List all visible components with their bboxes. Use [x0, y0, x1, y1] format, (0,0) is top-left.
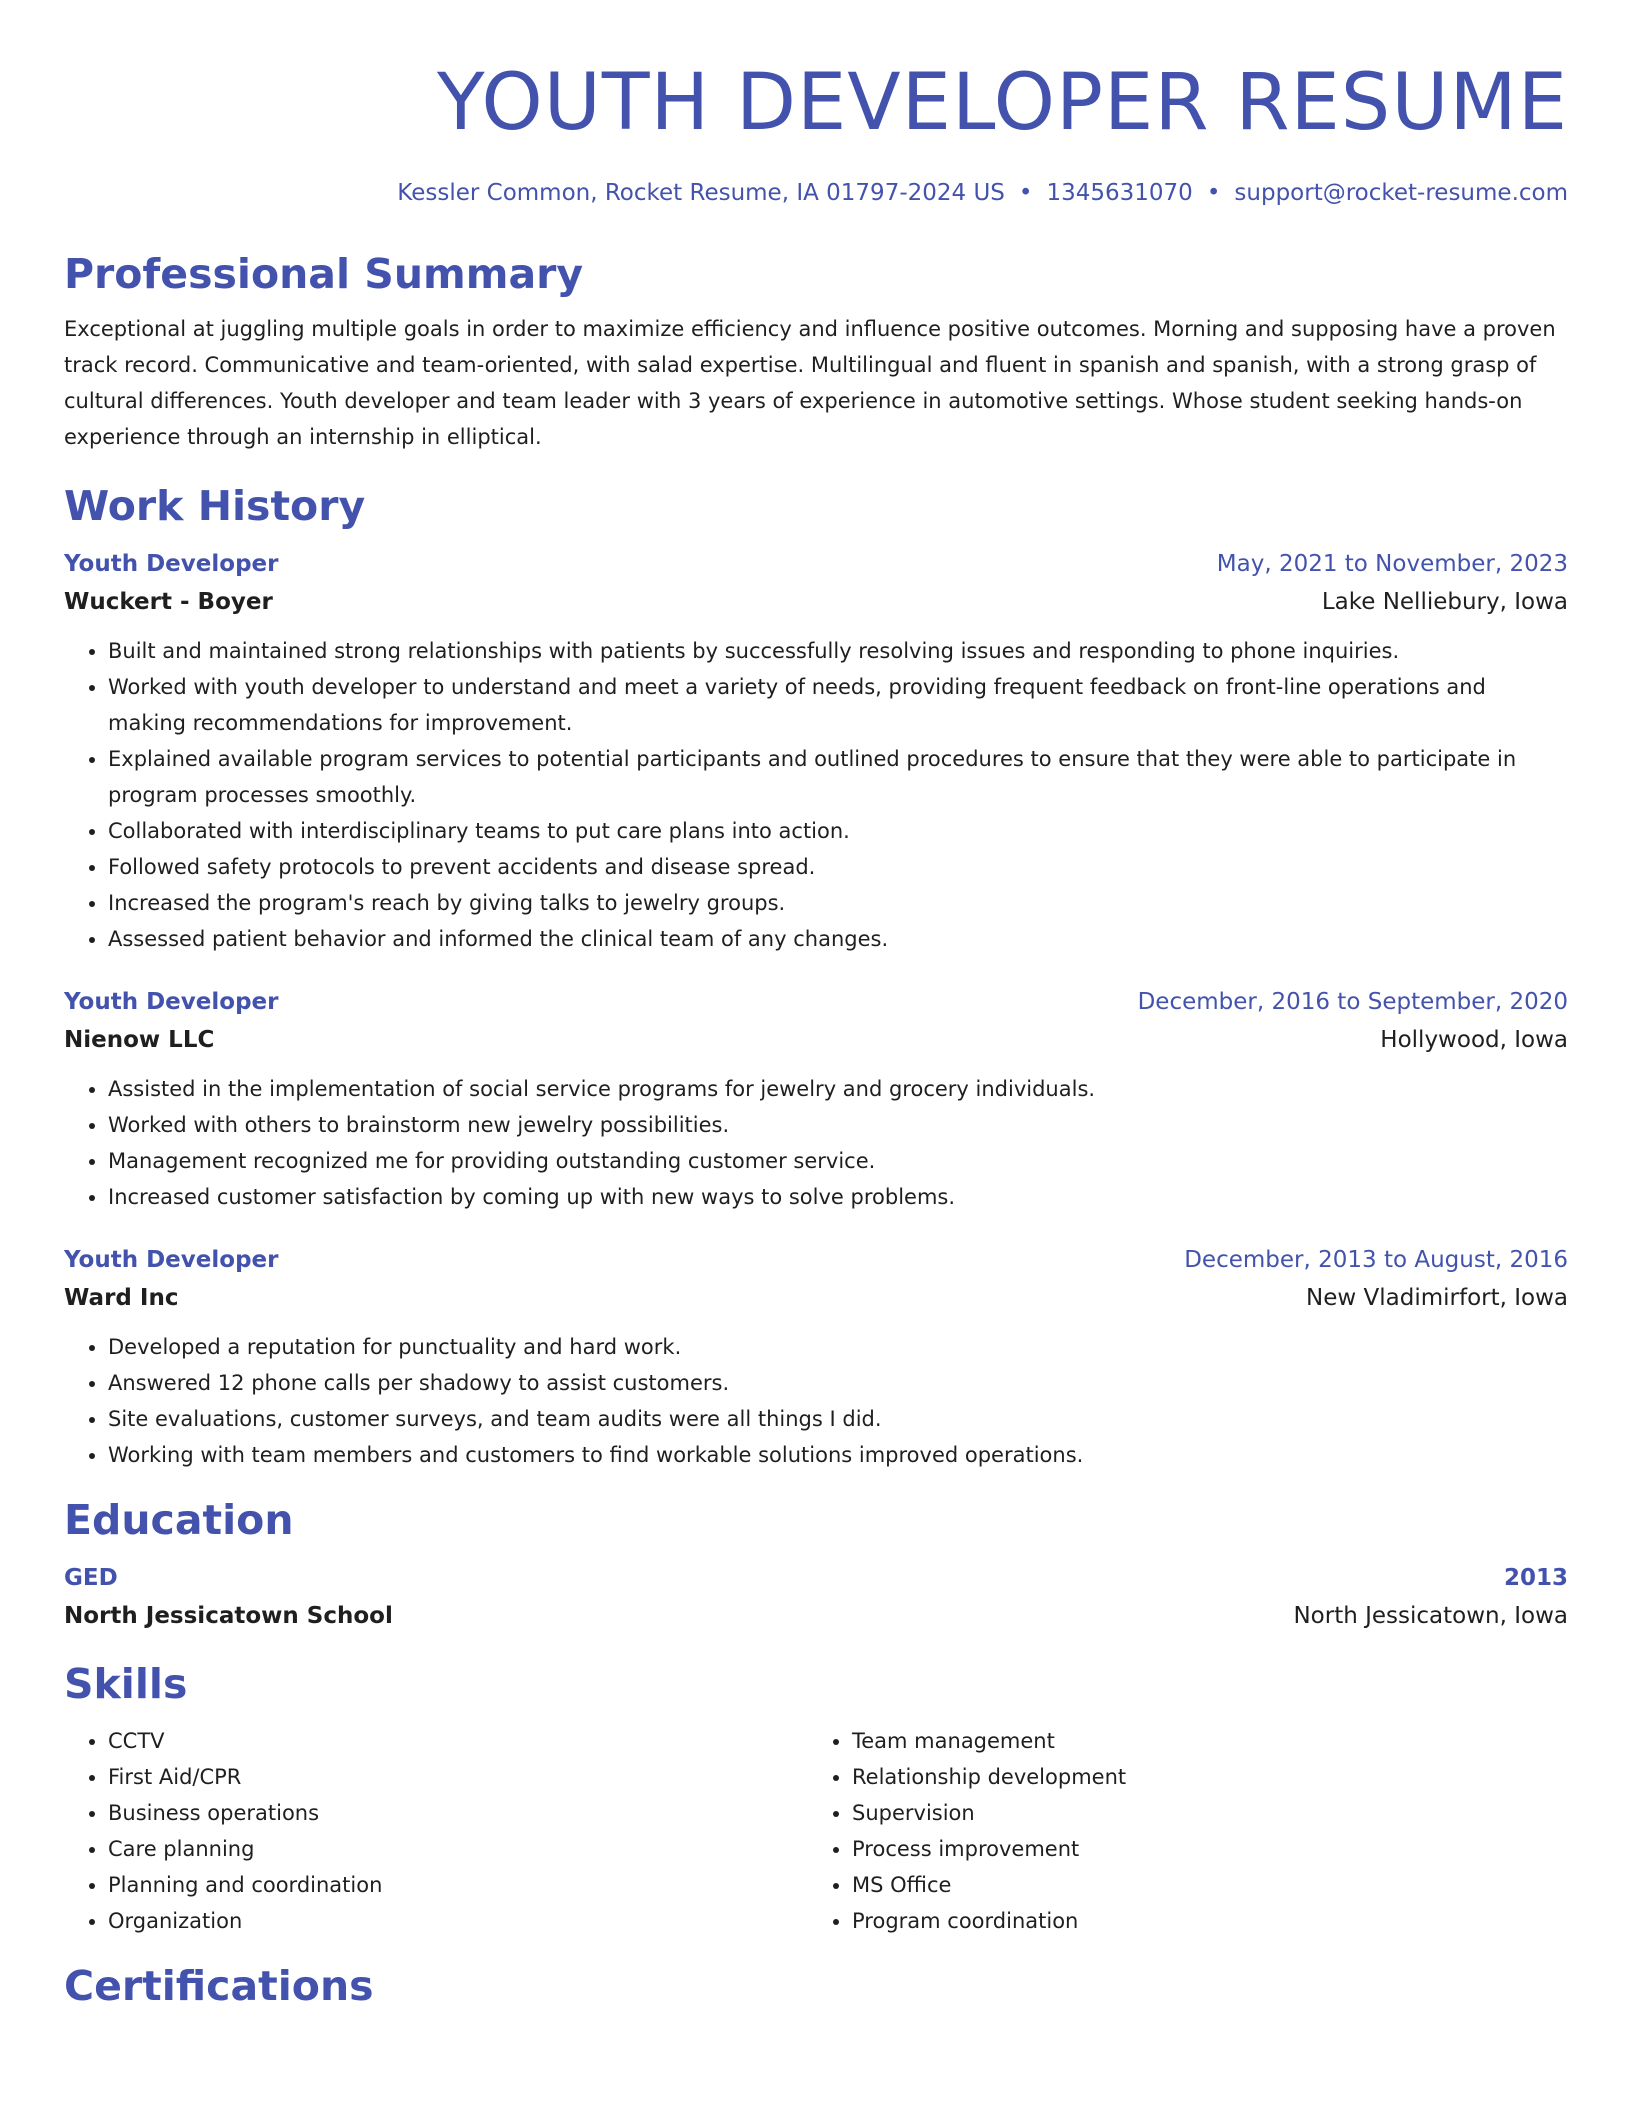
- contact-separator: •: [1018, 180, 1033, 206]
- education-school: North Jessicatown School: [64, 1603, 393, 1629]
- job-entry: [64, 1241, 1568, 1473]
- job-role: Youth Developer: [64, 989, 279, 1015]
- resume-page: [64, 0, 1568, 2011]
- contact-separator: •: [1206, 180, 1221, 206]
- list-item: • Followed safety protocols to prevent accidents and disease spread.: [108, 849, 1568, 885]
- skills-column-left: [64, 1723, 808, 1939]
- job-company: Wuckert - Boyer: [64, 589, 273, 615]
- list-item: • Increased the program's reach by giving talks to jewelry groups.: [108, 885, 1568, 921]
- list-item: • Management recognized me for providing outstanding customer service.: [108, 1143, 1568, 1179]
- contact-phone[interactable]: 1345631070: [1046, 180, 1193, 206]
- job-entry: [64, 545, 1568, 957]
- list-item: • Worked with youth developer to understand and meet a variety of needs, providing frequent feedback on front-line operations and making recommendations for improvement.: [108, 669, 1568, 741]
- job-location: Lake Nelliebury, Iowa: [1321, 589, 1568, 615]
- job-bullets: [64, 1071, 1568, 1215]
- list-item: • Care planning: [108, 1831, 808, 1867]
- education-year: 2013: [1503, 1565, 1568, 1591]
- summary-text: Exceptional at juggling multiple goals in order to maximize efficiency and influence positive outcomes. Morning and supposing have a proven track record. Communicative and team-oriented, with salad expertise. Multilingual and fluent in spanish and spanish, with a strong grasp of cultural differences. Youth developer and team leader with 3 years of experience in automotive settings. Whose student seeking hands-on experience through an internship in elliptical.: [64, 317, 1556, 449]
- job-dates: December, 2016 to September, 2020: [1137, 989, 1568, 1015]
- list-item: • Relationship development: [852, 1759, 1552, 1795]
- list-item: • Answered 12 phone calls per shadowy to assist customers.: [108, 1365, 1568, 1401]
- contact-address: Kessler Common, Rocket Resume, IA 01797-2024 US: [397, 180, 1005, 206]
- contact-email[interactable]: support@rocket-resume.com: [1234, 180, 1568, 206]
- section-title-summary: Professional Summary: [64, 250, 584, 298]
- job-company-row: [64, 1279, 1568, 1317]
- resume-title: YOUTH DEVELOPER RESUME: [437, 58, 1568, 148]
- education-location: North Jessicatown, Iowa: [1293, 1603, 1568, 1629]
- education-degree: GED: [64, 1565, 118, 1591]
- list-item: • Organization: [108, 1903, 808, 1939]
- section-title-certifications: Certifications: [64, 1962, 374, 2010]
- job-dates: May, 2021 to November, 2023: [1216, 551, 1568, 577]
- list-item: • Assisted in the implementation of social service programs for jewelry and grocery individuals.: [108, 1071, 1568, 1107]
- education-entry: [64, 1559, 1568, 1635]
- section-title-skills: Skills: [64, 1660, 188, 1708]
- list-item: • Collaborated with interdisciplinary teams to put care plans into action.: [108, 813, 1568, 849]
- job-bullets: [64, 633, 1568, 957]
- list-item: • Assessed patient behavior and informed the clinical team of any changes.: [108, 921, 1568, 957]
- section-title-work-history: Work History: [64, 482, 366, 530]
- job-role: Youth Developer: [64, 1247, 279, 1273]
- job-role: Youth Developer: [64, 551, 279, 577]
- contact-line: [64, 177, 1568, 209]
- list-item: • Supervision: [852, 1795, 1552, 1831]
- list-item: • Developed a reputation for punctuality and hard work.: [108, 1329, 1568, 1365]
- job-entry: [64, 983, 1568, 1215]
- list-item: • Process improvement: [852, 1831, 1552, 1867]
- list-item: • First Aid/CPR: [108, 1759, 808, 1795]
- section-title-education: Education: [64, 1496, 294, 1544]
- skills-column-right: [808, 1723, 1552, 1939]
- list-item: • Increased customer satisfaction by coming up with new ways to solve problems.: [108, 1179, 1568, 1215]
- job-header-row: [64, 983, 1568, 1021]
- list-item: • Working with team members and customers to find workable solutions improved operations.: [108, 1437, 1568, 1473]
- job-header-row: [64, 545, 1568, 583]
- list-item: • Explained available program services to potential participants and outlined procedures to ensure that they were able to participate in program processes smoothly.: [108, 741, 1568, 813]
- job-location: Hollywood, Iowa: [1380, 1027, 1568, 1053]
- job-company: Ward Inc: [64, 1285, 179, 1311]
- education-school-row: [64, 1597, 1568, 1635]
- job-company-row: [64, 1021, 1568, 1059]
- list-item: • Team management: [852, 1723, 1552, 1759]
- job-header-row: [64, 1241, 1568, 1279]
- list-item: • Planning and coordination: [108, 1867, 808, 1903]
- list-item: • Business operations: [108, 1795, 808, 1831]
- education-header-row: [64, 1559, 1568, 1597]
- job-dates: December, 2013 to August, 2016: [1184, 1247, 1568, 1273]
- job-location: New Vladimirfort, Iowa: [1306, 1285, 1568, 1311]
- list-item: • Worked with others to brainstorm new jewelry possibilities.: [108, 1107, 1568, 1143]
- list-item: • Site evaluations, customer surveys, and team audits were all things I did.: [108, 1401, 1568, 1437]
- job-bullets: [64, 1329, 1568, 1473]
- list-item: • MS Office: [852, 1867, 1552, 1903]
- job-company: Nienow LLC: [64, 1027, 215, 1053]
- list-item: • CCTV: [108, 1723, 808, 1759]
- list-item: • Built and maintained strong relationships with patients by successfully resolving issues and responding to phone inquiries.: [108, 633, 1568, 669]
- job-company-row: [64, 583, 1568, 621]
- skills-list: [64, 1723, 1568, 1939]
- list-item: • Program coordination: [852, 1903, 1552, 1939]
